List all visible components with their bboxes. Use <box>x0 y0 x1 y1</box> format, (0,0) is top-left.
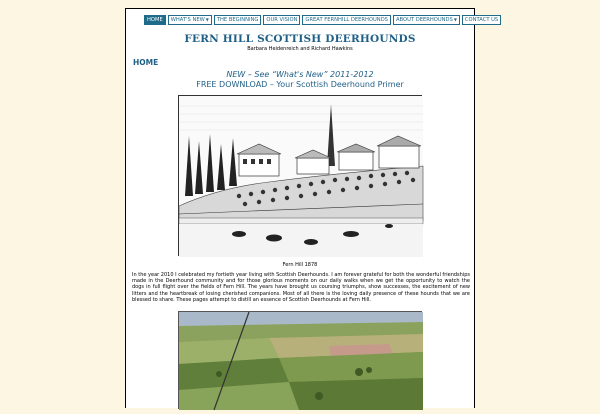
nav-label: HOME <box>147 17 163 23</box>
whats-new-link[interactable]: NEW – See “What's New” 2011-2012 <box>226 70 374 79</box>
nav-label: CONTACT US <box>464 17 499 23</box>
nav-our-vision[interactable] <box>263 15 300 25</box>
nav-home[interactable] <box>144 15 166 25</box>
nav-about-deerhounds[interactable] <box>393 15 460 25</box>
nav-whats-new[interactable] <box>168 15 212 25</box>
free-download-link[interactable]: FREE DOWNLOAD – Your Scottish Deerhound Primer <box>196 80 404 89</box>
fern-hill-1878-image <box>178 95 422 256</box>
site-title: FERN HILL SCOTTISH DEERHOUNDS <box>184 33 416 45</box>
chevron-down-icon[interactable]: ▼ <box>453 17 457 22</box>
aerial-photo <box>178 311 422 409</box>
nav-label: OUR VISION <box>266 17 298 23</box>
nav-label: THE BEGINNING <box>216 17 259 23</box>
main-nav <box>144 15 501 25</box>
intro-paragraph: In the year 2010 I celebrated my fortieth year living with Scottish Deerhounds. I am forever grateful for both the wonderful friendships made in the Deerhound community and for those glorious moments on our daily walks when we get the opportunity to watch the dogs in full flight over the fields of Fern Hill. The years have brought us coursing triumphs, show successes, the excitement of new litters and the heartbreak of losing cherished companions. Most of all there is the loving daily presence of these hounds that we are blessed to share. These pages attempt to distill an essence of Scottish Deerhounds at Fern Hill. <box>132 272 470 303</box>
nav-the-beginning[interactable] <box>214 15 262 25</box>
nav-label: ABOUT DEERHOUNDS <box>395 17 453 23</box>
page-heading: HOME <box>133 58 159 67</box>
nav-label: WHAT'S NEW <box>170 17 205 23</box>
site-subtitle: Barbara Heidenreich and Richard Hawkins <box>247 46 353 52</box>
aerial-landscape <box>179 312 423 410</box>
nav-label: GREAT FERNHILL DEERHOUNDS <box>305 17 388 23</box>
etching-illustration <box>179 96 423 257</box>
nav-contact-us[interactable] <box>462 15 501 25</box>
chevron-down-icon[interactable]: ▼ <box>205 17 209 22</box>
image-caption: Fern Hill 1878 <box>282 262 318 268</box>
nav-great-fernhill-deerhounds[interactable] <box>302 15 391 25</box>
page-container <box>125 8 499 408</box>
